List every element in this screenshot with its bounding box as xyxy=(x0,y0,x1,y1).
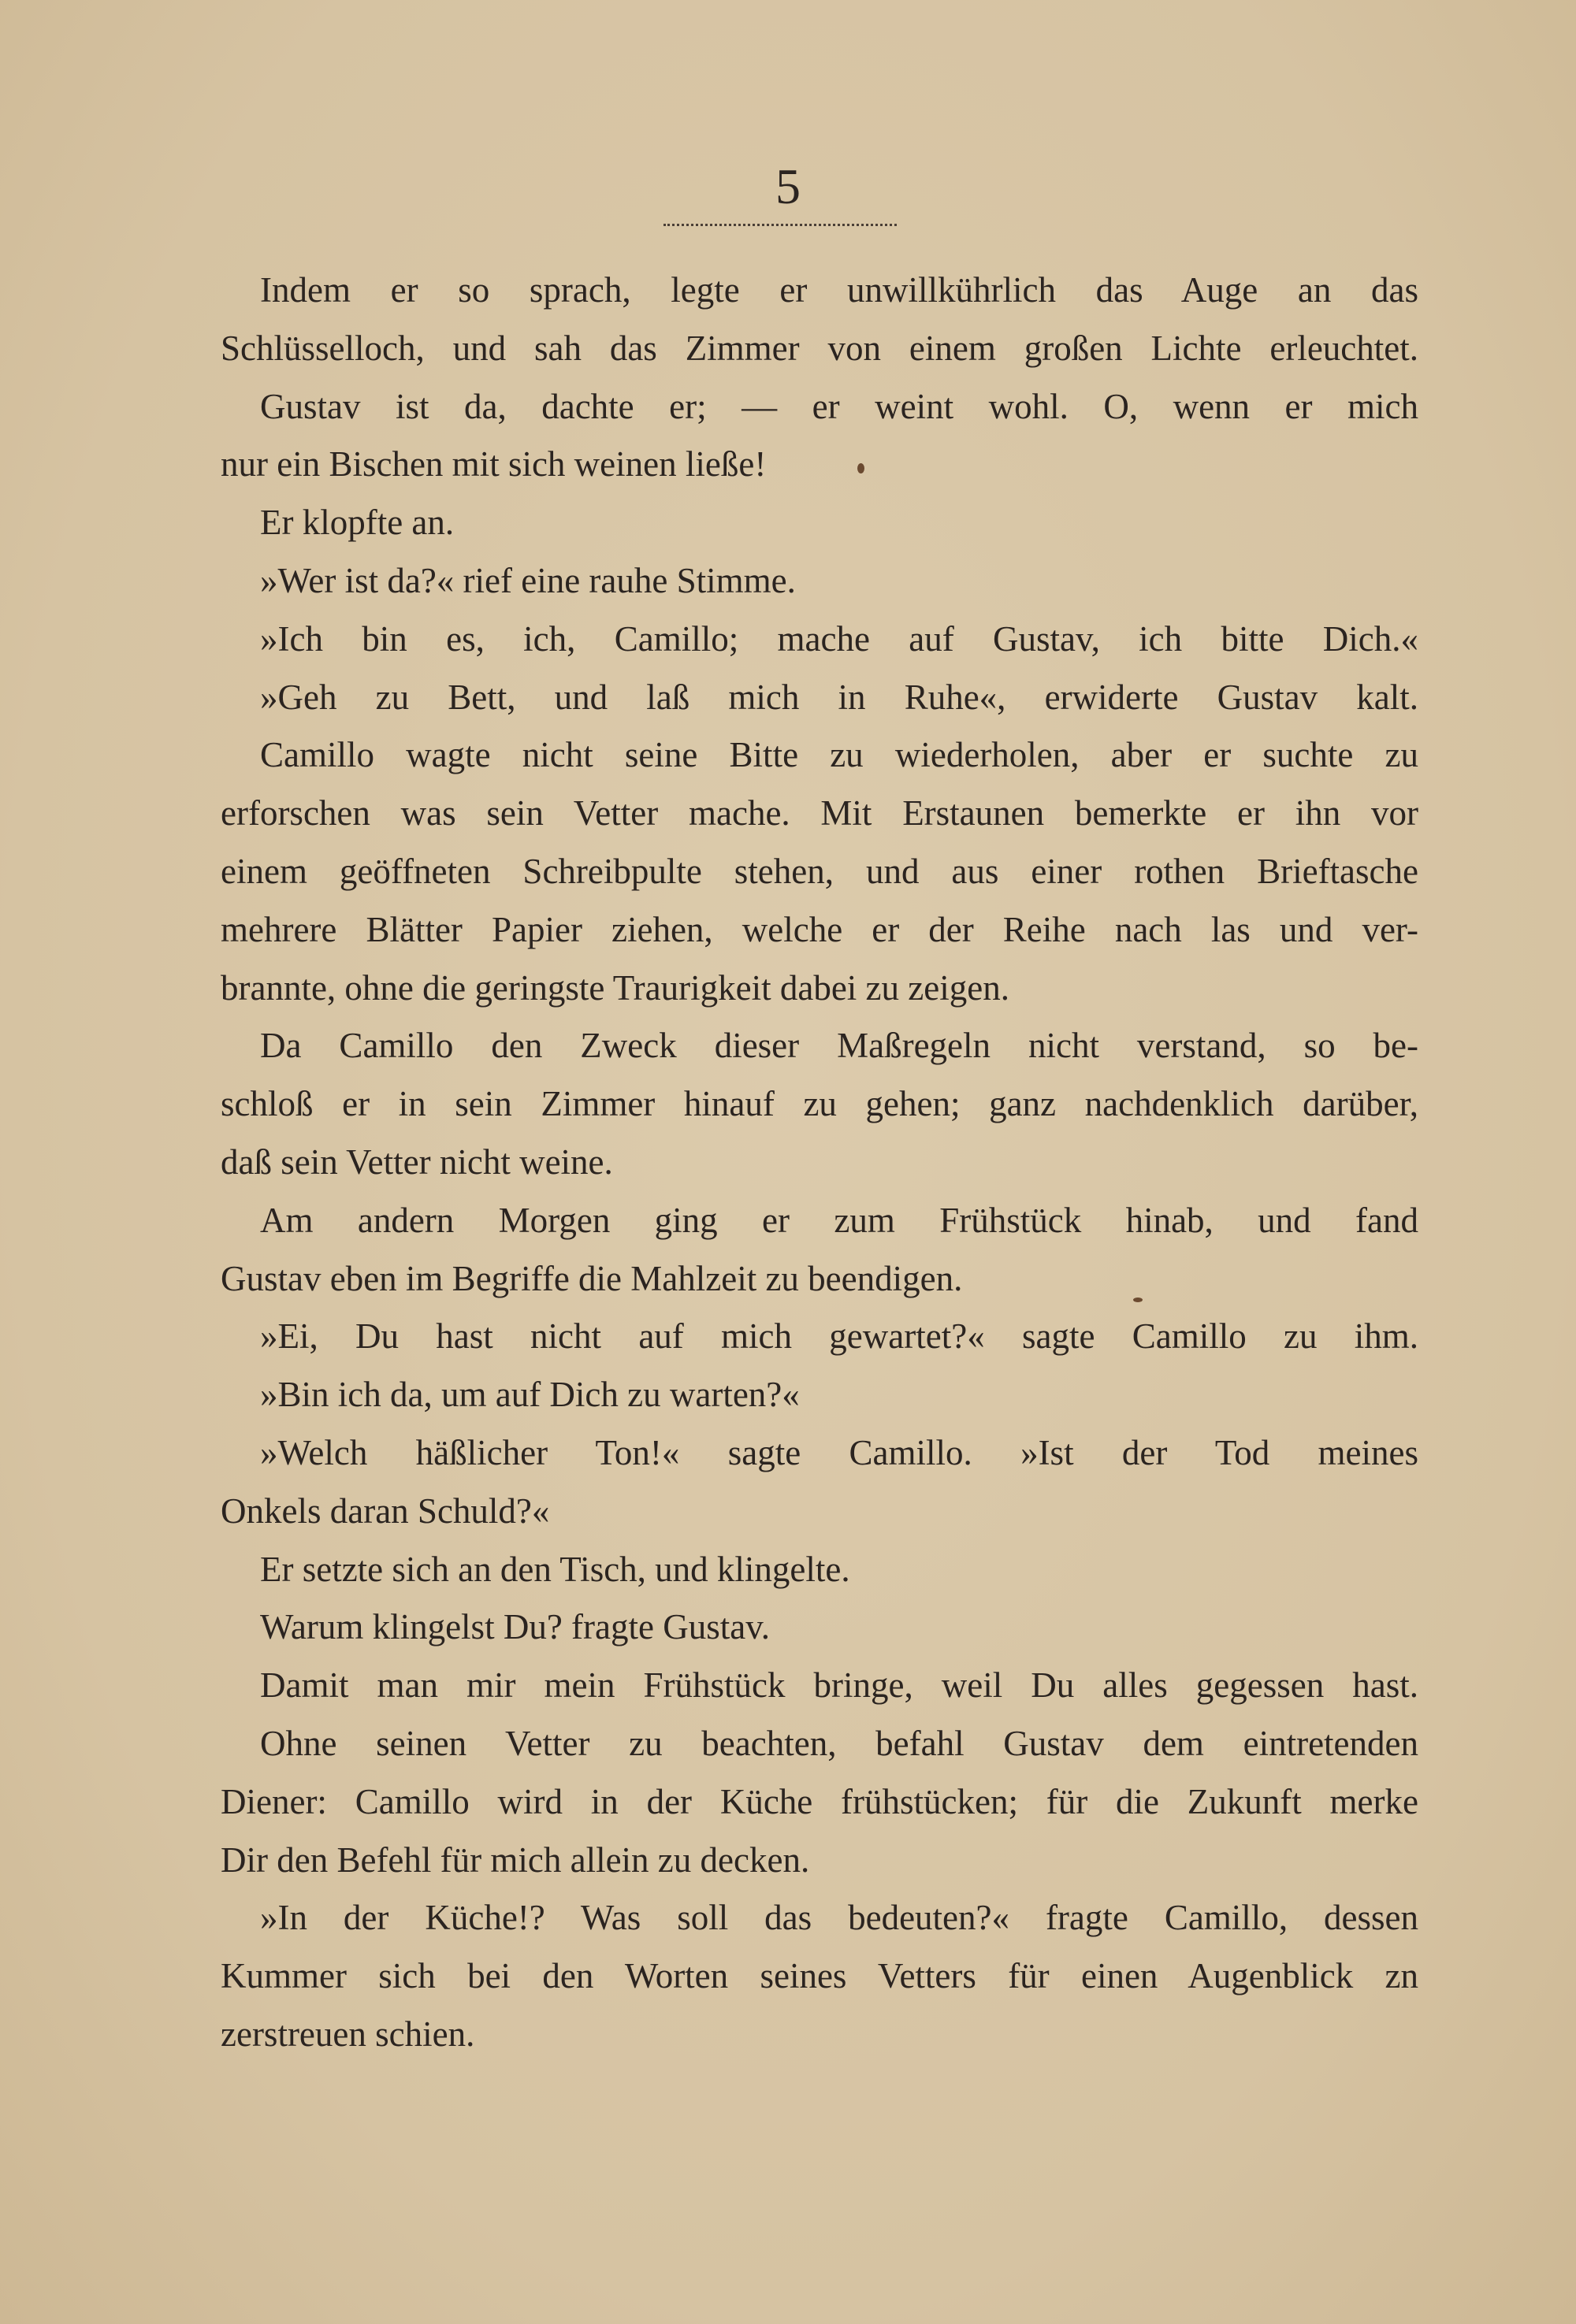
text-line: Damit man mir mein Frühstück bringe, weil Du alles gegessen hast. xyxy=(260,1665,1418,1706)
text-line: »Bin ich da, um auf Dich zu warten?« xyxy=(260,1375,800,1415)
text-line: Camillo wagte nicht seine Bitte zu wiederholen, aber er suchte zu xyxy=(260,735,1418,775)
text-line: mehrere Blätter Papier ziehen, welche er der Reihe nach las und ver- xyxy=(221,909,1418,949)
text-line: Kummer sich bei den Worten seines Vetters für einen Augenblick zn xyxy=(221,1956,1418,1996)
text-line: Schlüsselloch, und sah das Zimmer von einem großen Lichte erleuchtet. xyxy=(221,328,1418,368)
text-line: Er setzte sich an den Tisch, und klingelte. xyxy=(260,1549,850,1589)
text-line: Warum klingelst Du? fragte Gustav. xyxy=(260,1607,771,1647)
text-line: »Ich bin es, ich, Camillo; mache auf Gustav, ich bitte Dich.« xyxy=(260,618,1418,659)
text-line: Indem er so sprach, legte er unwillkührlich das Auge an das xyxy=(260,270,1418,310)
text-line: schloß er in sein Zimmer hinauf zu gehen; ganz nachdenklich darüber, xyxy=(221,1084,1418,1124)
text-line: erforschen was sein Vetter mache. Mit Erstaunen bemerkte er ihn vor xyxy=(221,793,1418,833)
text-line: Gustav eben im Begriffe die Mahlzeit zu beendigen. xyxy=(221,1258,963,1298)
text-line: daß sein Vetter nicht weine. xyxy=(221,1142,613,1182)
ink-spot xyxy=(1133,1298,1143,1302)
text-line: »Geh zu Bett, und laß mich in Ruhe«, erwiderte Gustav kalt. xyxy=(260,677,1418,717)
text-line: »Wer ist da?« rief eine rauhe Stimme. xyxy=(260,560,796,600)
body-text xyxy=(221,262,1418,2064)
text-line: »In der Küche!? Was soll das bedeuten?« fragte Camillo, dessen xyxy=(260,1898,1418,1938)
dotted-rule xyxy=(663,224,897,226)
text-line: Onkels daran Schuld?« xyxy=(221,1491,550,1531)
text-line: Er klopfte an. xyxy=(260,503,455,543)
text-line: Dir den Befehl für mich allein zu decken. xyxy=(221,1840,810,1880)
ink-spot xyxy=(857,463,864,473)
page-number: 5 xyxy=(775,158,801,214)
text-line: »Welch häßlicher Ton!« sagte Camillo. »Ist der Tod meines xyxy=(260,1432,1418,1472)
text-line: Diener: Camillo wird in der Küche frühstücken; für die Zukunft merke xyxy=(221,1781,1418,1821)
text-line: Am andern Morgen ging er zum Frühstück hinab, und fand xyxy=(260,1200,1418,1240)
text-line: »Ei, Du hast nicht auf mich gewartet?« sagte Camillo zu ihm. xyxy=(260,1316,1418,1357)
text-line: nur ein Bischen mit sich weinen ließe! xyxy=(221,444,767,484)
text-line: Ohne seinen Vetter zu beachten, befahl Gustav dem eintretenden xyxy=(260,1723,1418,1763)
text-line: einem geöffneten Schreibpulte stehen, und aus einer rothen Brieftasche xyxy=(221,851,1418,891)
text-line: Da Camillo den Zweck dieser Maßregeln nicht verstand, so be- xyxy=(260,1026,1418,1066)
text-line: brannte, ohne die geringste Traurigkeit dabei zu zeigen. xyxy=(221,967,1009,1008)
text-line: Gustav ist da, dachte er; — er weint wohl. O, wenn er mich xyxy=(260,386,1418,426)
text-line: zerstreuen schien. xyxy=(221,2014,475,2054)
